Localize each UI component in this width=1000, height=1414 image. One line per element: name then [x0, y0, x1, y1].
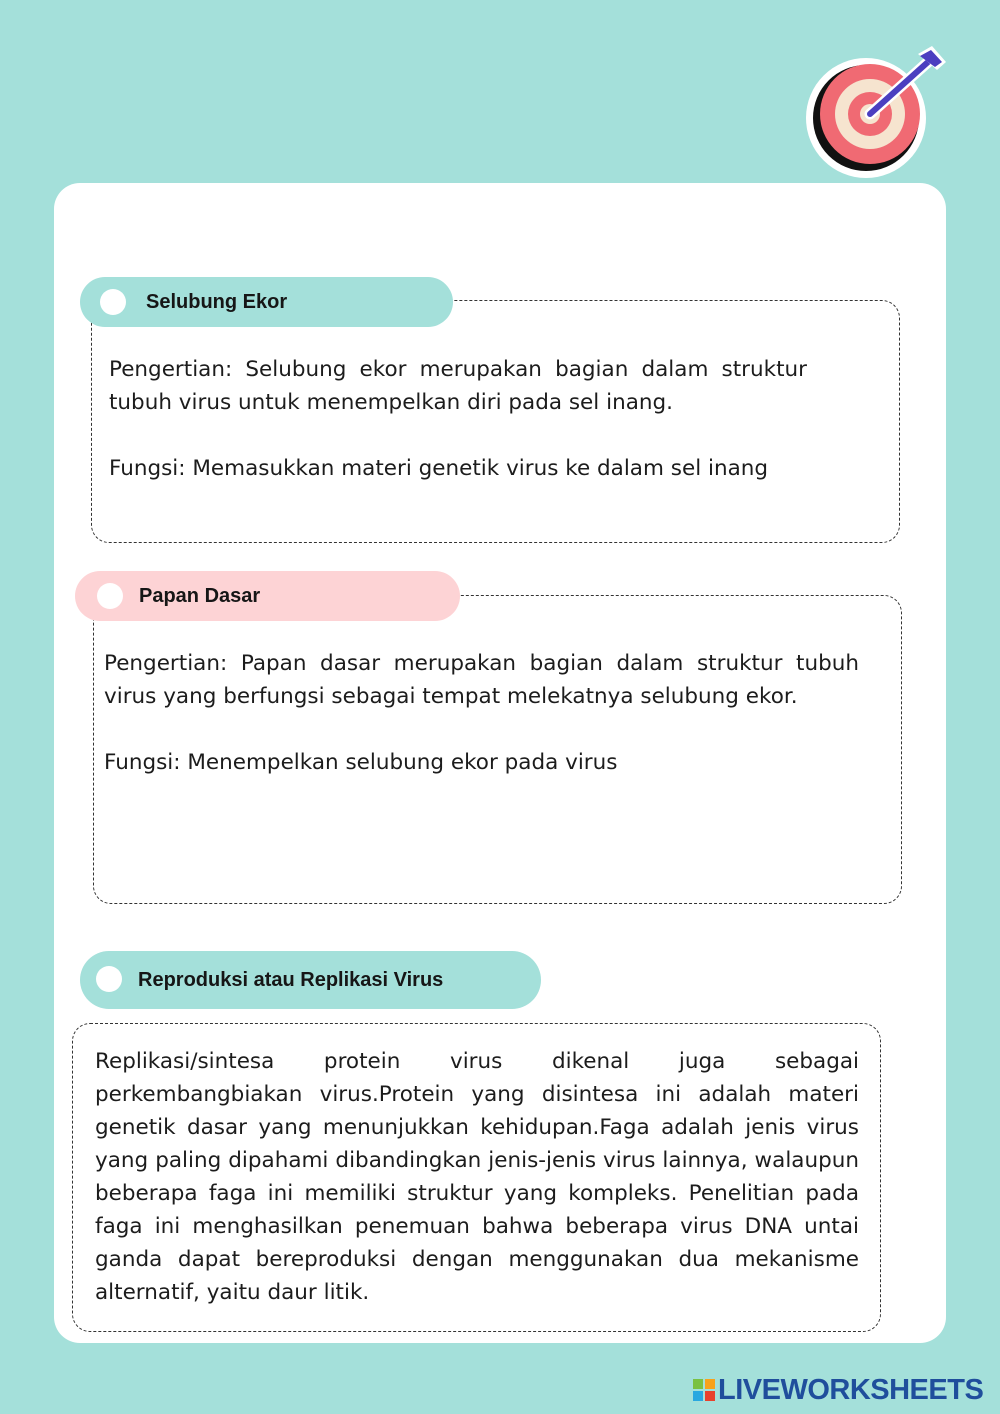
pengertian-text: Pengertian: Papan dasar merupakan bagian dalam struktur tubuh virus yang berfungsi sebagai tempat melekatnya selubung ekor. [104, 651, 859, 709]
section-title: Papan Dasar [139, 584, 261, 607]
brand-name: LIVEWORKSHEETS [718, 1373, 984, 1406]
reproduksi-text: Replikasi/sintesa protein virus dikenal juga sebagai perkembangbiakan virus.Protein yang disintesa ini adalah materi genetik dasar yang menunjukkan kehidupan.Faga adalah jenis virus yang paling dipahami dibandingkan jenis-jenis virus lainnya, walaupun beberapa faga ini memiliki struktur yang kompleks. Penelitian pada faga ini menghasilkan penemuan bahwa beberapa virus DNA untai ganda dapat bereproduksi dengan menggunakan dua mekanisme alternatif, yaitu daur litik. [95, 1049, 859, 1305]
section-title: Reproduksi atau Replikasi Virus [138, 968, 444, 991]
section-header-papan-dasar [75, 571, 460, 621]
bullet-dot [100, 289, 126, 315]
fungsi-text: Fungsi: Memasukkan materi genetik virus ke dalam sel inang [109, 456, 769, 481]
dartboard-target-icon [800, 40, 950, 185]
pengertian-text: Pengertian: Selubung ekor merupakan bagian dalam struktur tubuh virus untuk menempelkan diri pada sel inang. [109, 357, 807, 415]
section-content-reproduksi [95, 1045, 859, 1309]
section-content-selubung-ekor [109, 353, 807, 485]
section-header-reproduksi [80, 951, 541, 1009]
bullet-dot [97, 583, 123, 609]
section-title: Selubung Ekor [146, 290, 288, 313]
bullet-dot [96, 966, 122, 992]
liveworksheets-logo-icon [693, 1379, 715, 1401]
section-header-selubung-ekor [80, 277, 453, 327]
fungsi-text: Fungsi: Menempelkan selubung ekor pada virus [104, 750, 618, 775]
liveworksheets-brand [693, 1374, 983, 1406]
section-content-papan-dasar [104, 647, 859, 779]
